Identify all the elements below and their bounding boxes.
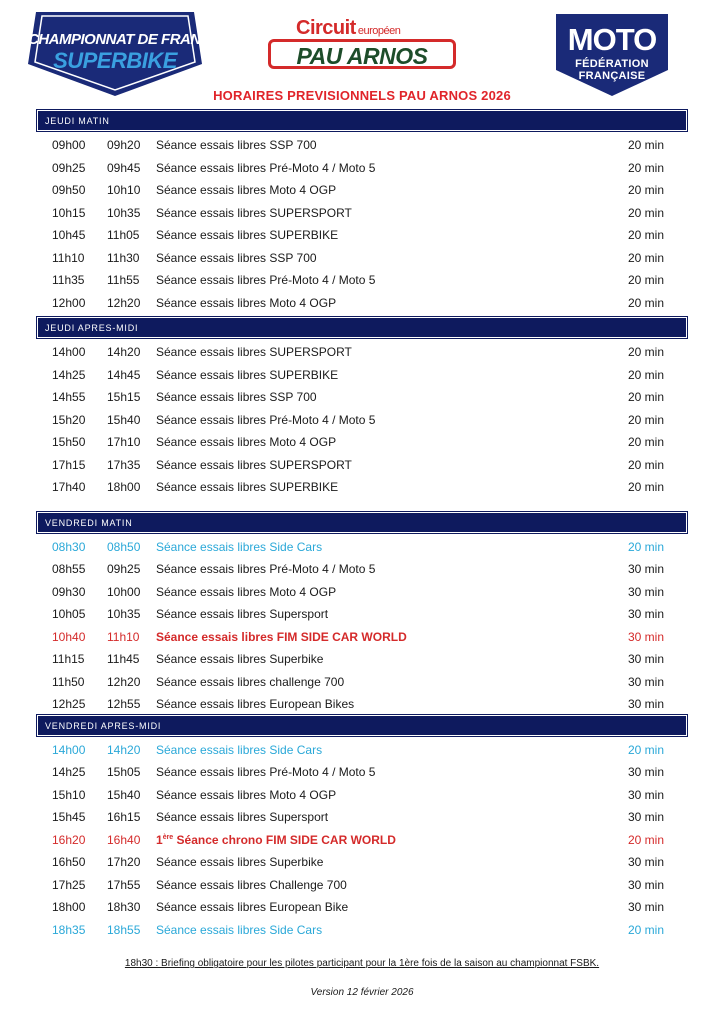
duration: 20 min <box>628 273 665 287</box>
page-header <box>0 0 724 108</box>
logo-pau-box <box>268 39 456 69</box>
duration: 30 min <box>628 652 665 666</box>
schedule-row <box>38 202 686 225</box>
start-time: 09h50 <box>52 183 86 197</box>
schedule-row <box>38 851 686 874</box>
session-label: Séance essais libres Superbike <box>156 652 324 666</box>
schedule-row <box>38 536 686 559</box>
session-label: Séance essais libres Superbike <box>156 855 324 869</box>
end-time: 12h55 <box>107 697 141 711</box>
schedule-row <box>38 671 686 694</box>
section-rows <box>38 532 686 716</box>
duration: 30 min <box>628 562 665 576</box>
end-time: 09h45 <box>107 160 141 175</box>
session-label: Séance essais libres Moto 4 OGP <box>156 584 337 599</box>
end-time: 10h35 <box>107 205 141 220</box>
duration: 20 min <box>628 390 665 404</box>
start-time: 10h45 <box>52 228 86 242</box>
session-label <box>156 833 396 847</box>
logo-ffm-moto: MOTO <box>567 22 657 57</box>
schedule-row <box>38 693 686 716</box>
section-header: JEUDI APRES-MIDI <box>38 318 686 337</box>
end-time: 12h20 <box>107 295 141 310</box>
schedule-row <box>38 409 686 432</box>
end-time: 16h15 <box>107 810 141 824</box>
duration: 30 min <box>628 697 665 711</box>
session-label: Séance essais libres Pré-Moto 4 / Moto 5 <box>156 562 376 576</box>
logo-ffm-line2: FRANÇAISE <box>578 70 646 82</box>
championnat-superbike-logo <box>28 12 221 96</box>
duration: 30 min <box>628 900 665 914</box>
start-time: 14h25 <box>52 765 86 779</box>
duration: 30 min <box>628 855 665 869</box>
schedule-row <box>38 806 686 829</box>
session-label: Séance essais libres SSP 700 <box>156 390 317 404</box>
logo-ffm-line1: FÉDÉRATION <box>575 58 649 70</box>
start-time: 14h25 <box>52 367 86 382</box>
end-time: 11h45 <box>107 652 140 666</box>
session-label: Séance essais libres European Bikes <box>156 697 355 711</box>
end-time: 18h30 <box>107 900 141 914</box>
section-spacer <box>38 499 686 513</box>
logo-pau-name: PAU ARNOS <box>296 43 428 69</box>
session-label: Séance essais libres Supersport <box>156 810 329 824</box>
logo-pau-top <box>296 17 400 40</box>
session-label: Séance essais libres Moto 4 OGP <box>156 787 337 802</box>
logo-cfs-bottom: SUPERBIKE <box>53 48 177 73</box>
schedule-row <box>38 341 686 364</box>
end-time: 18h00 <box>107 480 141 494</box>
end-time: 12h20 <box>107 674 141 689</box>
start-time: 11h10 <box>52 250 85 265</box>
end-time: 10h10 <box>107 183 141 197</box>
start-time: 08h55 <box>52 562 86 576</box>
session-label: Séance essais libres Pré-Moto 4 / Moto 5 <box>156 412 376 427</box>
section-rows <box>38 735 686 942</box>
end-time: 08h50 <box>107 539 141 554</box>
start-time: 15h50 <box>52 435 86 449</box>
start-time: 14h00 <box>52 345 86 359</box>
end-time: 17h55 <box>107 877 141 892</box>
start-time: 14h55 <box>52 390 86 404</box>
end-time: 14h20 <box>107 742 141 757</box>
schedule-table <box>38 111 686 941</box>
duration: 20 min <box>628 295 665 310</box>
end-time: 09h20 <box>107 138 141 152</box>
start-time: 10h05 <box>52 607 86 621</box>
session-label: Séance essais libres SUPERBIKE <box>156 228 339 242</box>
session-label: Séance essais libres Moto 4 OGP <box>156 435 337 449</box>
schedule-row <box>38 919 686 942</box>
end-time: 17h35 <box>107 457 141 472</box>
start-time: 15h20 <box>52 412 86 427</box>
duration: 30 min <box>628 584 665 599</box>
logo-pau-europeen: européen <box>357 25 401 37</box>
section-header: VENDREDI APRES-MIDI <box>38 716 686 735</box>
session-label: Séance essais libres SUPERBIKE <box>156 367 339 382</box>
start-time: 18h35 <box>52 922 86 937</box>
version-label: Version 12 février 2026 <box>310 987 414 998</box>
section-header: VENDREDI MATIN <box>38 513 686 532</box>
schedule-row <box>38 558 686 581</box>
session-label: Séance essais libres European Bike <box>156 900 349 914</box>
duration: 30 min <box>628 607 665 621</box>
schedule-row <box>38 454 686 477</box>
start-time: 16h50 <box>52 855 86 869</box>
duration: 30 min <box>628 877 665 892</box>
session-label: Séance essais libres Side Cars <box>156 742 323 757</box>
start-time: 15h10 <box>52 787 86 802</box>
end-time: 15h15 <box>107 390 141 404</box>
start-time: 18h00 <box>52 900 86 914</box>
schedule-row <box>38 386 686 409</box>
schedule-row <box>38 476 686 499</box>
session-label: Séance essais libres Side Cars <box>156 539 323 554</box>
duration: 20 min <box>628 160 665 175</box>
session-label: Séance essais libres Supersport <box>156 607 329 621</box>
duration: 30 min <box>628 810 665 824</box>
session-label: Séance essais libres SUPERSPORT <box>156 205 352 220</box>
session-label: Séance essais libres SUPERSPORT <box>156 457 352 472</box>
duration: 20 min <box>628 412 665 427</box>
duration: 20 min <box>628 539 665 554</box>
duration: 20 min <box>628 480 665 494</box>
start-time: 16h20 <box>52 832 86 847</box>
start-time: 17h40 <box>52 480 86 494</box>
end-time: 15h40 <box>107 412 141 427</box>
end-time: 11h30 <box>107 250 140 265</box>
duration: 20 min <box>628 228 665 242</box>
schedule-row <box>38 292 686 315</box>
logo-pau-circuit: Circuit <box>296 17 356 39</box>
schedule-row <box>38 739 686 762</box>
session-label: Séance essais libres challenge 700 <box>156 674 345 689</box>
schedule-row <box>38 269 686 292</box>
session-label: Séance essais libres SSP 700 <box>156 138 317 152</box>
session-label: Séance essais libres SUPERSPORT <box>156 345 352 359</box>
session-label: Séance essais libres Moto 4 OGP <box>156 183 337 197</box>
duration: 30 min <box>628 787 665 802</box>
duration: 20 min <box>628 367 665 382</box>
duration: 20 min <box>628 205 665 220</box>
duration: 20 min <box>628 832 665 847</box>
duration: 20 min <box>628 435 665 449</box>
schedule-row <box>38 626 686 649</box>
start-time: 17h15 <box>52 457 86 472</box>
start-time: 11h15 <box>52 652 85 666</box>
schedule-row <box>38 157 686 180</box>
end-time: 11h55 <box>107 273 140 287</box>
end-time: 17h20 <box>107 855 141 869</box>
end-time: 11h05 <box>107 228 140 242</box>
start-time: 09h30 <box>52 584 86 599</box>
schedule-row <box>38 648 686 671</box>
ffm-moto-logo <box>556 14 668 96</box>
section-rows <box>38 337 686 499</box>
end-time: 11h10 <box>107 629 140 644</box>
schedule-row <box>38 224 686 247</box>
end-time: 14h20 <box>107 345 141 359</box>
start-time: 15h45 <box>52 810 86 824</box>
session-label-text: Séance chrono FIM SIDE CAR WORLD <box>173 832 396 847</box>
end-time: 15h05 <box>107 765 141 779</box>
start-time: 09h00 <box>52 138 86 152</box>
session-label: Séance essais libres Pré-Moto 4 / Moto 5 <box>156 765 376 779</box>
end-time: 15h40 <box>107 787 141 802</box>
duration: 20 min <box>628 138 665 152</box>
schedule-row <box>38 431 686 454</box>
end-time: 09h25 <box>107 562 141 576</box>
duration: 20 min <box>628 457 665 472</box>
schedule-row <box>38 134 686 157</box>
end-time: 17h10 <box>107 435 141 449</box>
duration: 30 min <box>628 674 665 689</box>
briefing-note: 18h30 : Briefing obligatoire pour les pilotes participant pour la 1ère fois de la saison au championnat FSBK. <box>124 958 600 969</box>
session-label: Séance essais libres Pré-Moto 4 / Moto 5 <box>156 160 376 175</box>
duration: 30 min <box>628 765 665 779</box>
end-time: 10h00 <box>107 584 141 599</box>
schedule-row <box>38 784 686 807</box>
schedule-row <box>38 247 686 270</box>
session-label: Séance essais libres Moto 4 OGP <box>156 295 337 310</box>
start-time: 10h15 <box>52 205 86 220</box>
duration: 20 min <box>628 250 665 265</box>
session-label-sup: ère <box>162 833 174 841</box>
schedule-row <box>38 829 686 852</box>
session-label: Séance essais libres Side Cars <box>156 922 323 937</box>
duration: 20 min <box>628 345 665 359</box>
schedule-row <box>38 364 686 387</box>
schedule-row <box>38 896 686 919</box>
duration: 20 min <box>628 922 665 937</box>
duration: 30 min <box>628 629 665 644</box>
schedule-row <box>38 761 686 784</box>
page-title: HORAIRES PREVISIONNELS PAU ARNOS 2026 <box>213 88 511 103</box>
end-time: 16h40 <box>107 832 141 847</box>
section-header: JEUDI MATIN <box>38 111 686 130</box>
session-label: Séance essais libres Challenge 700 <box>156 877 347 892</box>
session-label: Séance essais libres SUPERBIKE <box>156 480 339 494</box>
start-time: 10h40 <box>52 629 86 644</box>
end-time: 14h45 <box>107 367 141 382</box>
schedule-row <box>38 874 686 897</box>
start-time: 12h00 <box>52 295 86 310</box>
start-time: 12h25 <box>52 697 86 711</box>
session-label: Séance essais libres SSP 700 <box>156 250 317 265</box>
start-time: 11h50 <box>52 674 85 689</box>
start-time: 17h25 <box>52 877 86 892</box>
logo-cfs-top: CHAMPIONNAT DE FRANCE <box>28 31 221 48</box>
circuit-pau-arnos-logo <box>268 17 458 71</box>
end-time: 10h35 <box>107 607 141 621</box>
end-time: 18h55 <box>107 922 141 937</box>
start-time: 14h00 <box>52 742 86 757</box>
section-rows <box>38 130 686 314</box>
session-label-prefix: 1 <box>156 832 163 847</box>
start-time: 09h25 <box>52 160 86 175</box>
duration: 20 min <box>628 183 665 197</box>
session-label: Séance essais libres Pré-Moto 4 / Moto 5 <box>156 273 376 287</box>
start-time: 11h35 <box>52 273 85 287</box>
schedule-row <box>38 581 686 604</box>
start-time: 08h30 <box>52 539 86 554</box>
schedule-row <box>38 603 686 626</box>
schedule-row <box>38 179 686 202</box>
session-label: Séance essais libres FIM SIDE CAR WORLD <box>156 629 407 644</box>
duration: 20 min <box>628 742 665 757</box>
